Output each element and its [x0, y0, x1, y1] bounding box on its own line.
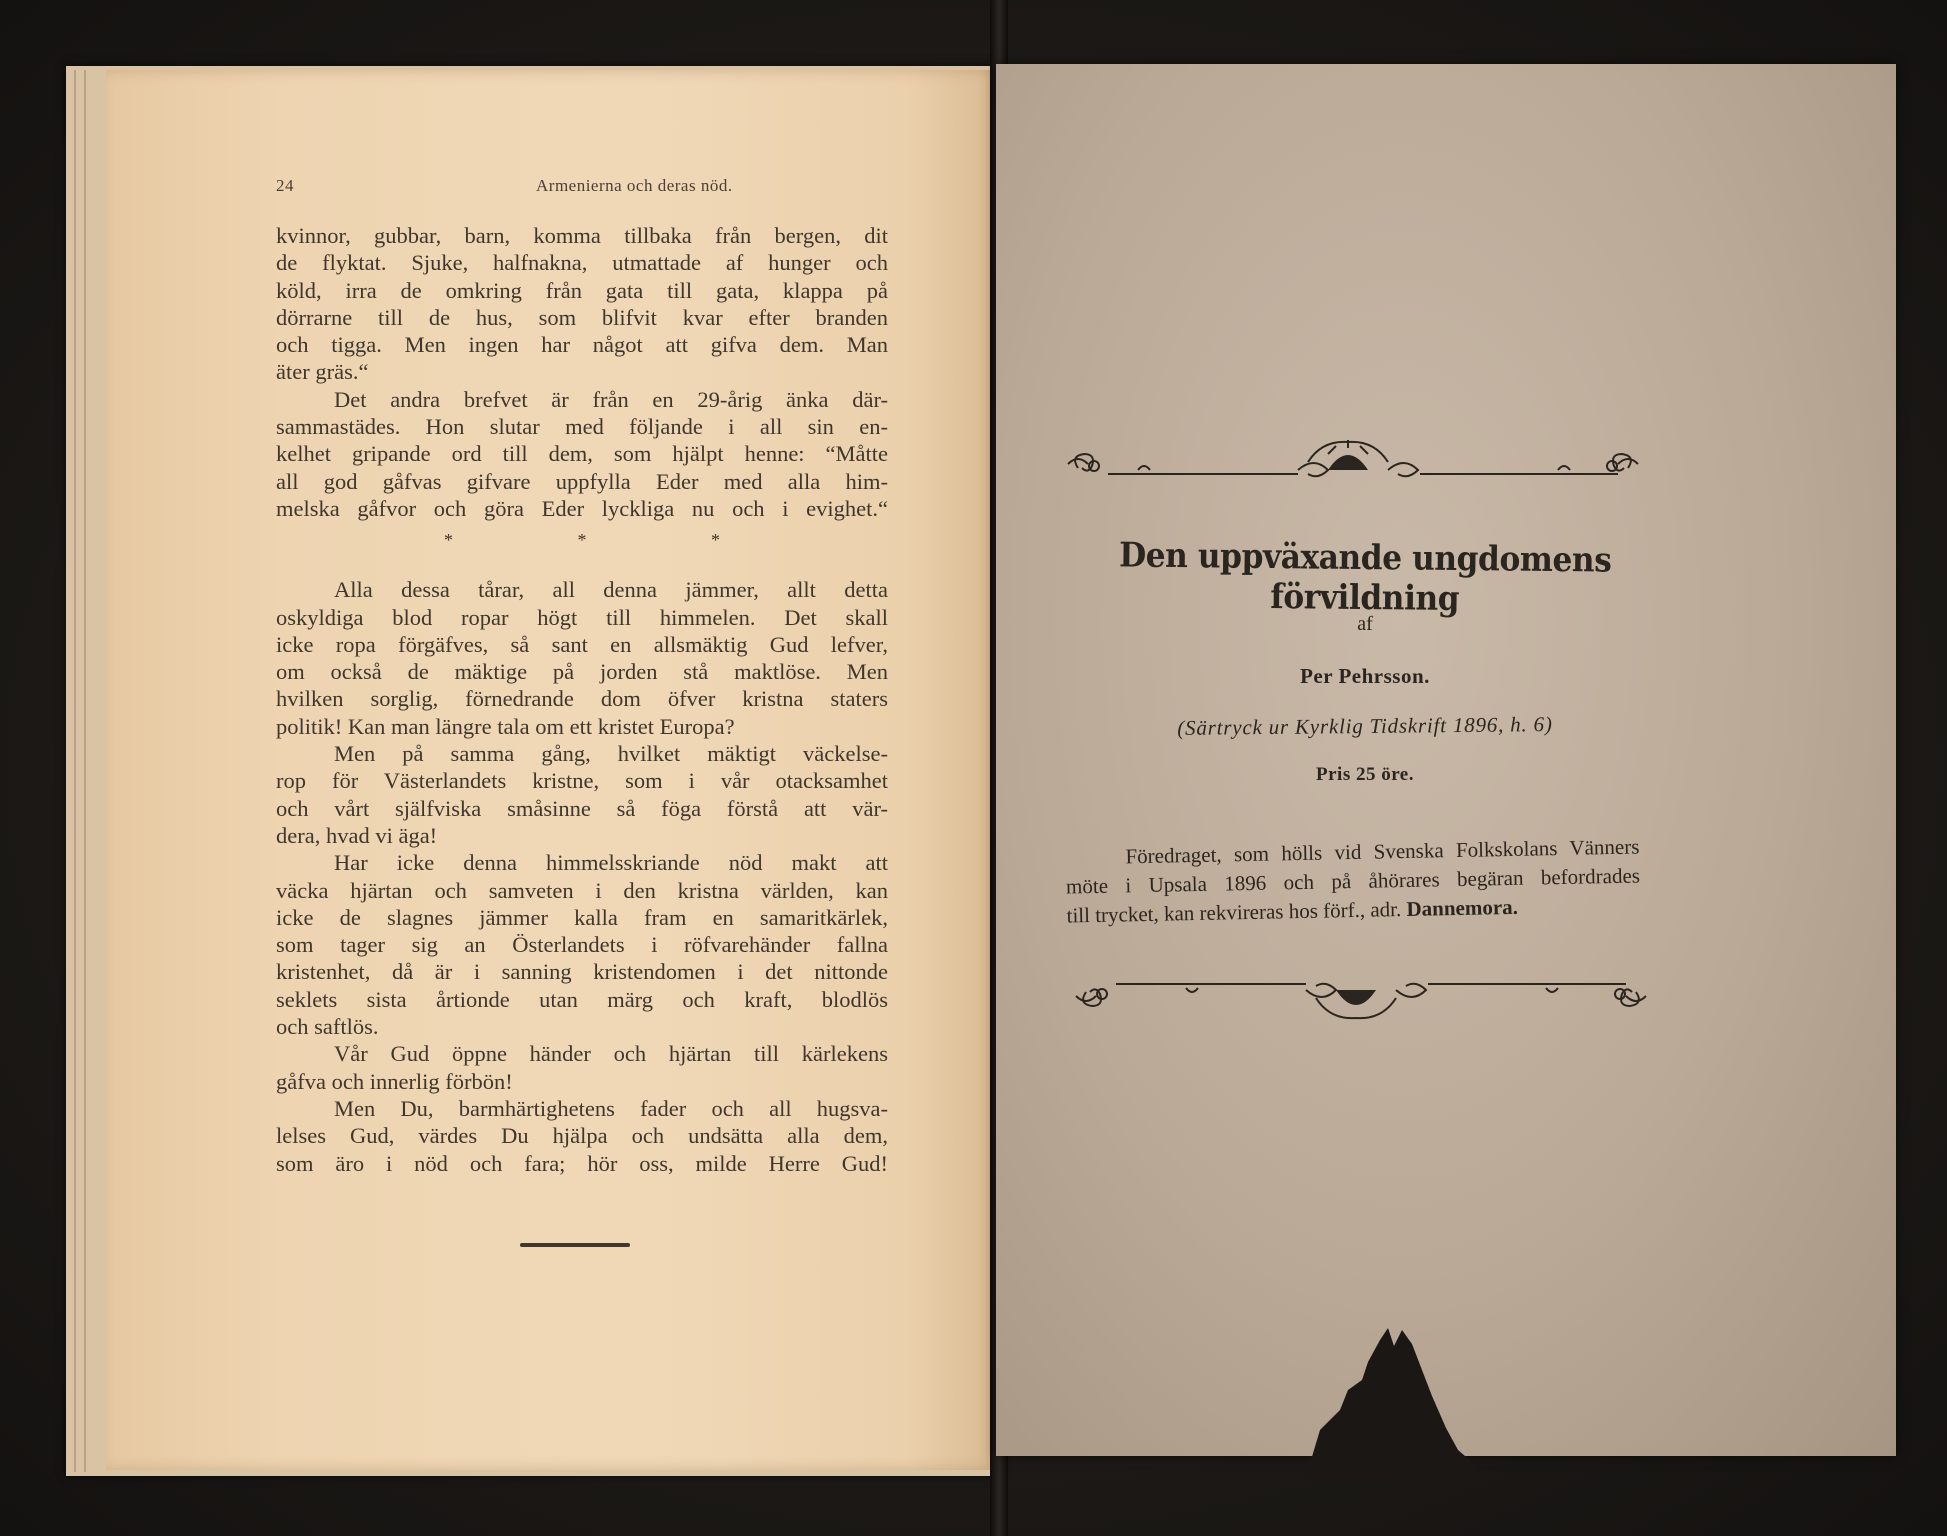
text-line: som äro i nöd och fara; hör oss, milde Herre Gud! [276, 1150, 888, 1176]
text-line: och saftlös. [276, 1014, 379, 1040]
text-line: oskyldiga blod ropar högt till himmelen. Det skall [276, 604, 888, 630]
right-page [996, 64, 1896, 1456]
spacer [276, 558, 888, 576]
text-line: politik! Kan man längre tala om ett kristet Europa? [276, 713, 735, 739]
place-name: Dannemora. [1406, 894, 1519, 921]
text-line: sammastädes. Hon slutar med följande i all sin en- [276, 414, 888, 440]
ornament-divider-icon [1066, 970, 1676, 1020]
text-line: möte i Upsala 1896 och på åhörares begäran befordrades [1065, 863, 1641, 899]
text-line: seklets sista årtionde utan märg och kraft, blodlös [276, 986, 888, 1012]
text-line: kristenhet, då är i sanning kristendomen i det nittonde [276, 959, 888, 985]
text-line: melska gåfvor och göra Eder lyckliga nu och i evighet.“ [276, 495, 888, 521]
text-line: och tigga. Men ingen har något att gifva dem. Man [276, 332, 888, 358]
torn-paper-icon [1290, 1300, 1510, 1480]
text-line: de flyktat. Sjuke, halfnakna, utmattade af hunger och [276, 250, 888, 276]
left-page-body [276, 222, 888, 1177]
note-text: till trycket, kan rekvireras hos förf., adr. [1066, 897, 1402, 928]
text-line: som tager sig an Österlandets i röfvarehänder fallna [276, 932, 888, 958]
text-line: dera, hvad vi äga! [276, 822, 438, 848]
text-line: och vårt själfviska småsinne så föga förstå att vär- [276, 795, 888, 821]
text-line: Föredraget, som hölls vid Svenska Folkskolans Vänners [1125, 834, 1640, 869]
running-title: Armenierna och deras nöd. [536, 176, 733, 195]
text-line: gåfva och innerlig förbön! [276, 1068, 513, 1094]
author-name: Per Pehrsson. [1300, 664, 1430, 688]
text-line: Alla dessa tårar, all denna jämmer, allt detta [334, 577, 888, 603]
text-line: hvilken sorglig, förnedrande dom öfver kristna staters [276, 686, 888, 712]
text-line: icke de slagnes jämmer kalla fram en samaritkärlek, [276, 904, 888, 930]
text-line: all god gåfvas gifvare uppfylla Eder med alla him- [276, 468, 888, 494]
text-line: Men på samma gång, hvilket mäktigt väckelse- [334, 741, 888, 767]
text-line: rop för Västerlandets kristne, som i vår otacksamhet [276, 768, 888, 794]
section-separator: * * * [444, 530, 780, 551]
end-rule [520, 1243, 630, 1247]
source-note: (Särtryck ur Kyrklig Tidskrift 1896, h. 6) [1177, 712, 1553, 740]
page-edge-line [74, 70, 76, 1472]
lecture-note [1065, 832, 1641, 930]
text-line: köld, irra de omkring från gata till gata, klappa på [276, 277, 888, 303]
page-edge-line [84, 70, 86, 1472]
text-line: Vår Gud öppne händer och hjärtan till kärlekens [334, 1041, 888, 1067]
text-line: lelses Gud, värdes Du hjälpa och undsätta alla dem, [276, 1123, 888, 1149]
text-line: Men Du, barmhärtighetens fader och all hugsva- [334, 1095, 888, 1121]
ornament-divider-icon [1058, 440, 1668, 490]
price-label: Pris 25 öre. [1316, 764, 1414, 785]
text-line: kelhet gripande ord till dem, som hjälpt henne: “Måtte [276, 441, 888, 467]
text-line: om också de mäktige på jorden stå maktlöse. Men [276, 659, 888, 685]
text-line: dörrarne till de hus, som blifvit kvar efter branden [276, 304, 888, 330]
text-line: Har icke denna himmelsskriande nöd makt att [334, 850, 888, 876]
text-line: Det andra brefvet är från en 29-årig änka där- [334, 386, 888, 412]
document-title: Den uppväxande ungdomens förvildning [1118, 535, 1612, 619]
page-number: 24 [276, 176, 294, 195]
text-line: icke ropa förgäfves, så sant en allsmäktig Gud lefver, [276, 631, 888, 657]
text-line: väcka hjärtan och samveten i den kristna världen, kan [276, 877, 888, 903]
text-line: kvinnor, gubbar, barn, komma tillbaka från bergen, dit [276, 223, 888, 248]
text-line: äter gräs.“ [276, 359, 369, 385]
byline-prefix: af [1357, 613, 1373, 635]
